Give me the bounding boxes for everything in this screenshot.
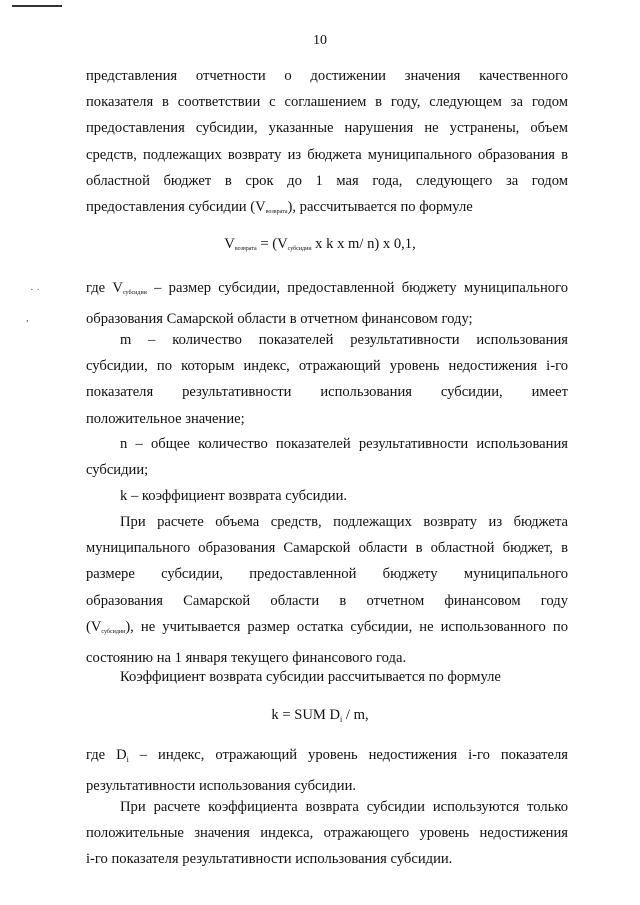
paragraph-calculation bbox=[86, 509, 568, 671]
text-line: субсидии; bbox=[86, 462, 149, 479]
text-line: результативности использования субсидии. bbox=[86, 778, 357, 795]
scan-mark-line bbox=[12, 5, 62, 7]
formula-coefficient: k = SUM $D_i$ / m, bbox=[271, 707, 369, 724]
text-line: предоставления субсидии, указанные нарушения не устранены, объем bbox=[86, 120, 568, 137]
text-line: предоставления субсидии $(V_{возврата})$, рассчитывается по формуле bbox=[86, 199, 473, 216]
text-line: размере субсидии, предоставленной бюджету муниципального bbox=[86, 566, 568, 583]
text-line: $(V_{субсидии})$, не учитывается размер остатка субсидии, не использованного по bbox=[86, 618, 568, 635]
text-line: где $D_i$ – индекс, отражающий уровень недостижения i-го показателя bbox=[86, 747, 568, 764]
page-number: 10 bbox=[313, 33, 327, 48]
paragraph-intro bbox=[86, 63, 568, 225]
text-line: i-го показателя результативности использования субсидии. bbox=[86, 851, 453, 868]
text-line: Коэффициент возврата субсидии рассчитывается по формуле bbox=[120, 669, 501, 685]
text-line: образования Самарской области в отчетном финансовом году; bbox=[86, 311, 473, 328]
scan-mark-tick: , bbox=[26, 312, 29, 324]
text-line: средств, подлежащих возврату из бюджета муниципального образования в bbox=[86, 146, 568, 163]
formula-return-volume: $V_{возврата} = (V_{субсидии}$ x k x m/ n) x 0,1, bbox=[224, 236, 416, 252]
text-line: n – общее количество показателей результативности использования bbox=[120, 436, 568, 452]
scan-mark-dots: · · bbox=[30, 284, 41, 296]
text-line: положительные значения индекса, отражающего уровень недостижения bbox=[86, 825, 568, 842]
paragraph-final bbox=[86, 794, 568, 873]
text-line: положительное значение; bbox=[86, 410, 245, 427]
definition-v-subsidy bbox=[86, 275, 568, 332]
text-line: областной бюджет в срок до 1 мая года, следующего за годом bbox=[86, 172, 568, 189]
text-line: образования Самарской области в отчетном финансовом году bbox=[86, 592, 568, 609]
text-line: При расчете объема средств, подлежащих возврату из бюджета bbox=[120, 514, 568, 530]
text-line: представления отчетности о достижении значения качественного bbox=[86, 68, 568, 84]
definition-d bbox=[86, 742, 568, 799]
text-line: показателя результативности использования субсидии, имеет bbox=[86, 384, 568, 401]
text-line: При расчете коэффициента возврата субсидии используются только bbox=[120, 799, 568, 815]
text-line: m – количество показателей результативности использования bbox=[120, 332, 568, 348]
text-line: муниципального образования Самарской области в областной бюджет, в bbox=[86, 540, 568, 557]
text-line: показателя в соответствии с соглашением в году, следующем за годом bbox=[86, 94, 568, 111]
definition-k bbox=[86, 483, 568, 509]
text-line: субсидии, по которым индекс, отражающий уровень недостижения i-го bbox=[86, 358, 568, 375]
paragraph-coefficient bbox=[86, 664, 568, 690]
definition-m bbox=[86, 327, 568, 432]
text-line: где $V_{субсидии}$ – размер субсидии, предоставленной бюджету муниципального bbox=[86, 280, 568, 296]
text-line: состоянию на 1 января текущего финансового года. bbox=[86, 650, 407, 667]
text-line: k – коэффициент возврата субсидии. bbox=[120, 488, 348, 504]
definition-n bbox=[86, 431, 568, 483]
